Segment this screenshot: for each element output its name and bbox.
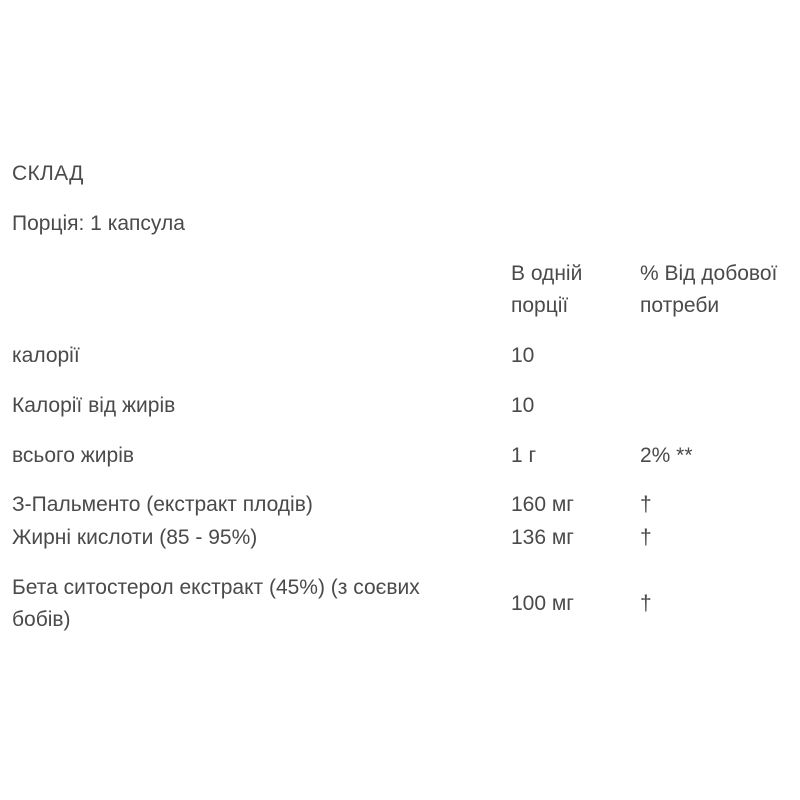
nutrient-amount: 100 мг — [511, 592, 574, 615]
column-header-daily-value — [640, 258, 800, 322]
nutrient-daily-value: † — [640, 592, 652, 615]
nutrient-daily-value: † — [640, 526, 652, 549]
serving-size: Порція: 1 капсула — [12, 212, 185, 235]
nutrient-name — [12, 572, 492, 636]
nutrient-amount: 10 — [511, 344, 535, 367]
supplement-facts — [12, 0, 792, 800]
nutrient-name-line: бобів) — [12, 608, 71, 631]
nutrient-amount: 1 г — [511, 444, 537, 467]
nutrient-name: Жирні кислоти (85 - 95%) — [12, 526, 258, 549]
nutrient-name-line: Бета ситостерол екстракт (45%) (з соєвих — [12, 576, 420, 599]
nutrient-name: всього жирів — [12, 444, 135, 467]
column-header-line: потреби — [640, 294, 720, 317]
column-header-line: В одній — [511, 262, 583, 285]
column-header-per-serving — [511, 258, 631, 322]
nutrient-amount: 136 мг — [511, 526, 574, 549]
column-header-line: порції — [511, 294, 569, 317]
nutrient-name: Калорії від жирів — [12, 394, 176, 417]
nutrient-daily-value: 2% ** — [640, 444, 693, 467]
nutrient-amount: 160 мг — [511, 493, 574, 516]
column-header-line: % Від добової — [640, 262, 778, 285]
nutrient-amount: 10 — [511, 394, 535, 417]
nutrient-name: калорії — [12, 344, 80, 367]
nutrient-name: З-Пальменто (екстракт плодів) — [12, 493, 313, 516]
nutrient-daily-value: † — [640, 493, 652, 516]
section-heading: СКЛАД — [12, 162, 84, 185]
